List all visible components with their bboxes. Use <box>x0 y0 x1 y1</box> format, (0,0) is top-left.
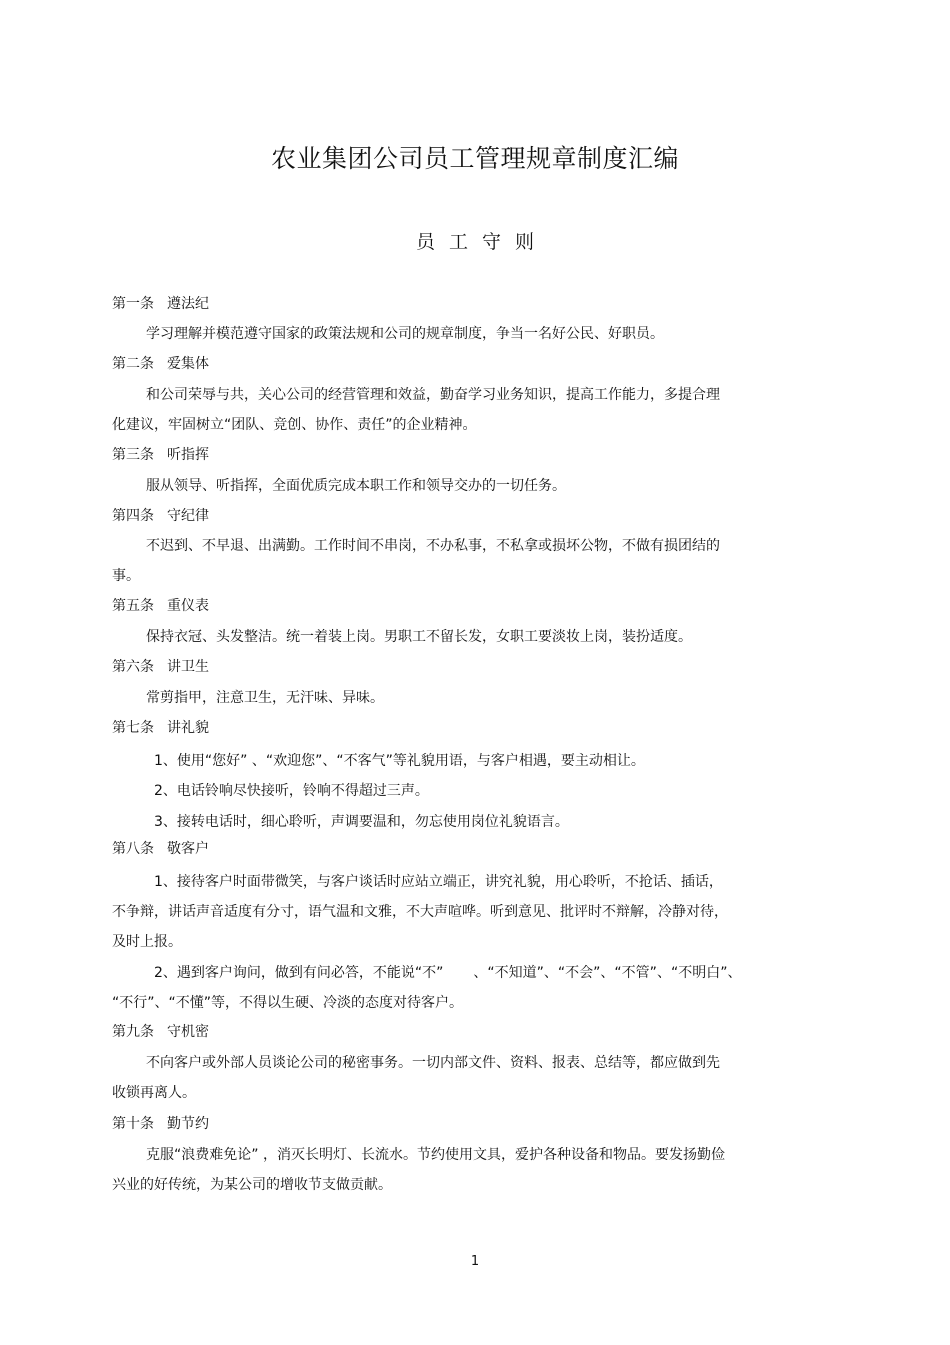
article-text: 学习理解并模范遵守国家的政策法规和公司的规章制度，争当一名好公民、好职员。 <box>146 326 664 342</box>
article-number: 第三条 <box>112 447 154 463</box>
article-item: 3、接转电话时，细心聆听，声调要温和，勿忘使用岗位礼貌语言。 <box>154 814 569 830</box>
article-number: 第一条 <box>112 296 154 312</box>
article-text: “不行”、“不懂”等，不得以生硬、冷淡的态度对待客户。 <box>112 995 464 1011</box>
article-name: 讲卫生 <box>167 659 209 675</box>
article-name: 敬客户 <box>167 841 209 857</box>
article-name: 遵法纪 <box>167 296 209 312</box>
article-text: 兴业的好传统，为某公司的增收节支做贡献。 <box>112 1177 392 1193</box>
article-text: 和公司荣辱与共，关心公司的经营管理和效益，勤奋学习业务知识，提高工作能力，多提合理 <box>146 387 720 403</box>
article-name: 守纪律 <box>167 508 209 524</box>
article-heading <box>112 354 209 374</box>
article-text: 不争辩，讲话声音适度有分寸，语气温和文雅，不大声喧哗。听到意见、批评时不辩解，冷静对待， <box>112 904 728 920</box>
article-number: 第五条 <box>112 598 154 614</box>
article-number: 第六条 <box>112 659 154 675</box>
article-text: 不迟到、不早退、出满勤。工作时间不串岗，不办私事，不私拿或损坏公物，不做有损团结的 <box>146 538 720 554</box>
article-name: 听指挥 <box>167 447 209 463</box>
article-heading <box>112 1114 209 1134</box>
section-title: 员工守则 <box>415 231 548 253</box>
article-item-part: 、“不知道”、“不会”、“不管”、“不明白”、 <box>473 965 742 981</box>
article-item: 1、使用“您好” 、“欢迎您”、“不客气”等礼貌用语，与客户相遇，要主动相让。 <box>154 753 645 769</box>
article-text: 及时上报。 <box>112 934 182 950</box>
article-heading <box>112 718 209 738</box>
article-heading <box>112 1022 209 1042</box>
article-text: 保持衣冠、头发整洁。统一着装上岗。男职工不留长发，女职工要淡妆上岗，装扮适度。 <box>146 629 692 645</box>
page-number: 1 <box>470 1254 480 1269</box>
article-text: 服从领导、听指挥，全面优质完成本职工作和领导交办的一切任务。 <box>146 478 566 494</box>
article-number: 第九条 <box>112 1024 154 1040</box>
article-text: 不向客户或外部人员谈论公司的秘密事务。一切内部文件、资料、报表、总结等，都应做到先 <box>146 1055 720 1071</box>
article-text: 克服“浪费难免论” ，消灭长明灯、长流水。节约使用文具，爱护各种设备和物品。要发扬勤俭 <box>146 1147 725 1163</box>
article-item <box>154 963 741 983</box>
article-heading <box>112 506 209 526</box>
article-name: 守机密 <box>167 1024 209 1040</box>
article-heading <box>112 445 209 465</box>
article-name: 讲礼貌 <box>167 720 209 736</box>
document-title: 农业集团公司员工管理规章制度汇编 <box>270 144 679 173</box>
article-text: 常剪指甲，注意卫生，无汗味、异味。 <box>146 690 384 706</box>
article-number: 第四条 <box>112 508 154 524</box>
article-number: 第十条 <box>112 1116 154 1132</box>
article-item: 1、接待客户时面带微笑，与客户谈话时应站立端正，讲究礼貌，用心聆听，不抢话、插话， <box>154 874 723 890</box>
article-number: 第八条 <box>112 841 154 857</box>
article-number: 第二条 <box>112 356 154 372</box>
article-text: 事。 <box>112 568 140 584</box>
article-text: 收锁再离人。 <box>112 1085 196 1101</box>
article-number: 第七条 <box>112 720 154 736</box>
article-name: 勤节约 <box>167 1116 209 1132</box>
article-heading <box>112 657 209 677</box>
article-heading <box>112 596 209 616</box>
article-name: 重仪表 <box>167 598 209 614</box>
article-name: 爱集体 <box>167 356 209 372</box>
article-item: 2、电话铃响尽快接听，铃响不得超过三声。 <box>154 783 429 799</box>
article-heading <box>112 294 209 314</box>
article-text: 化建议，牢固树立“团队、竞创、协作、责任”的企业精神。 <box>112 417 477 433</box>
article-heading <box>112 839 209 859</box>
article-item-part: 2、遇到客户询问，做到有问必答，不能说“不” <box>154 965 444 981</box>
